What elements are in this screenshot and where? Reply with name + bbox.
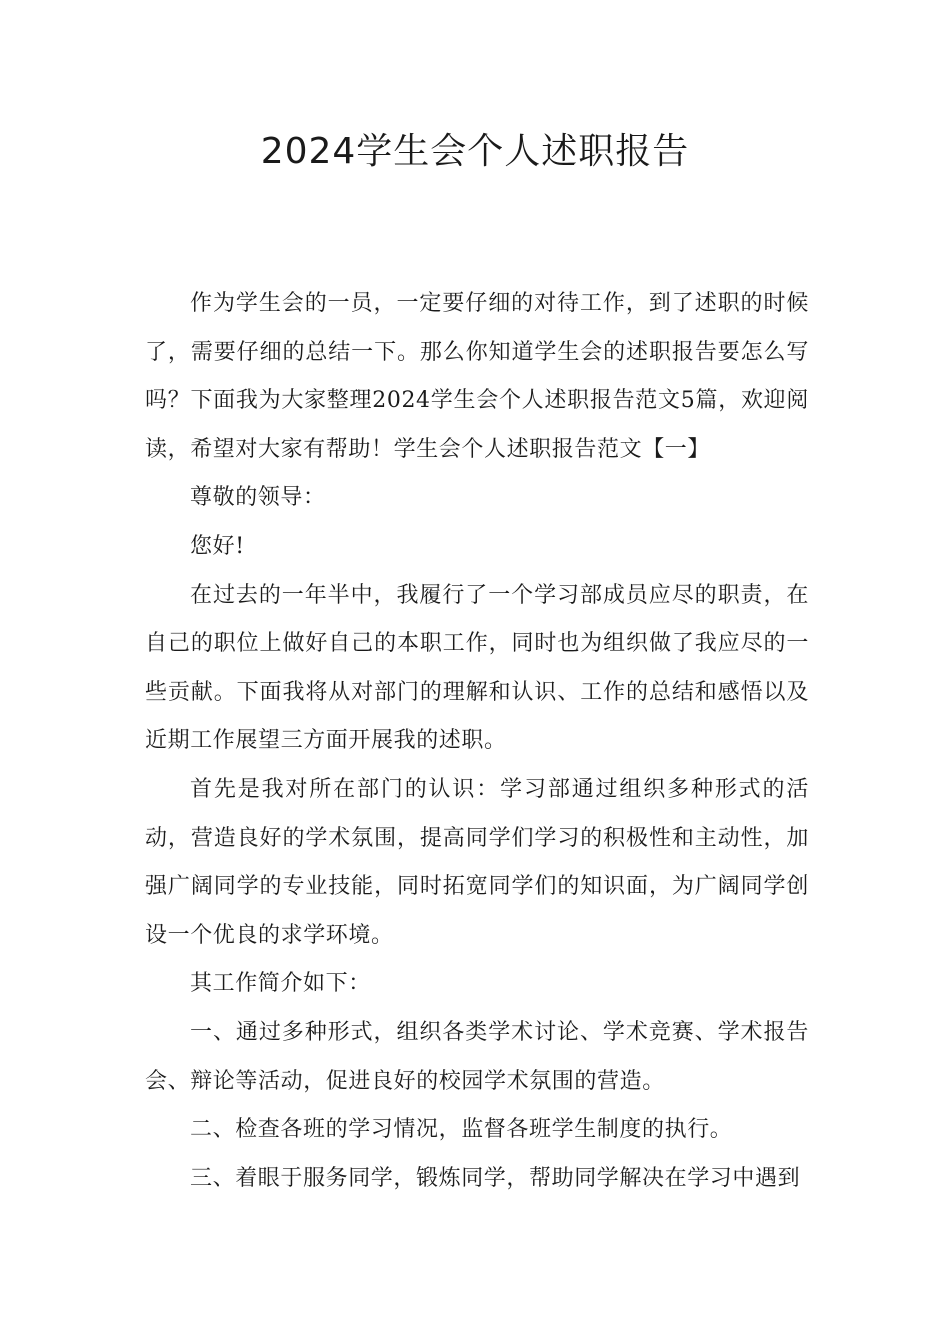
paragraph-item-1: 一、通过多种形式，组织各类学术讨论、学术竞赛、学术报告会、辩论等活动，促进良好的校园学术氛围的营造。 (145, 1019, 809, 1094)
document-body (145, 280, 809, 1203)
paragraph-item-3: 三、着眼于服务同学，锻炼同学，帮助同学解决在学习中遇到 (190, 1165, 801, 1191)
paragraph-intro: 作为学生会的一员，一定要仔细的对待工作，到了述职的时候了，需要仔细的总结一下。那么你知道学生会的述职报告要怎么写吗？下面我为大家整理2024学生会个人述职报告范文5篇，欢迎阅读，希望对大家有帮助！学生会个人述职报告范文【一】 (145, 291, 809, 462)
paragraph-greeting: 您好! (190, 533, 245, 559)
paragraph-salutation: 尊敬的领导： (190, 485, 326, 511)
paragraph-item-2: 二、检查各班的学习情况，监督各班学生制度的执行。 (190, 1117, 733, 1143)
paragraph-overview: 在过去的一年半中，我履行了一个学习部成员应尽的职责，在自己的职位上做好自己的本职工作，同时也为组织做了我应尽的一些贡献。下面我将从对部门的理解和认识、工作的总结和感悟以及近期工作展望三方面开展我的述职。 (145, 582, 809, 754)
paragraph-work-intro: 其工作简介如下： (190, 971, 371, 997)
document-title: 2024学生会个人述职报告 (260, 131, 690, 172)
paragraph-department: 首先是我对所在部门的认识：学习部通过组织多种形式的活动，营造良好的学术氛围，提高同学们学习的积极性和主动性，加强广阔同学的专业技能，同时拓宽同学们的知识面，为广阔同学创设一个优良的求学环境。 (145, 776, 809, 948)
